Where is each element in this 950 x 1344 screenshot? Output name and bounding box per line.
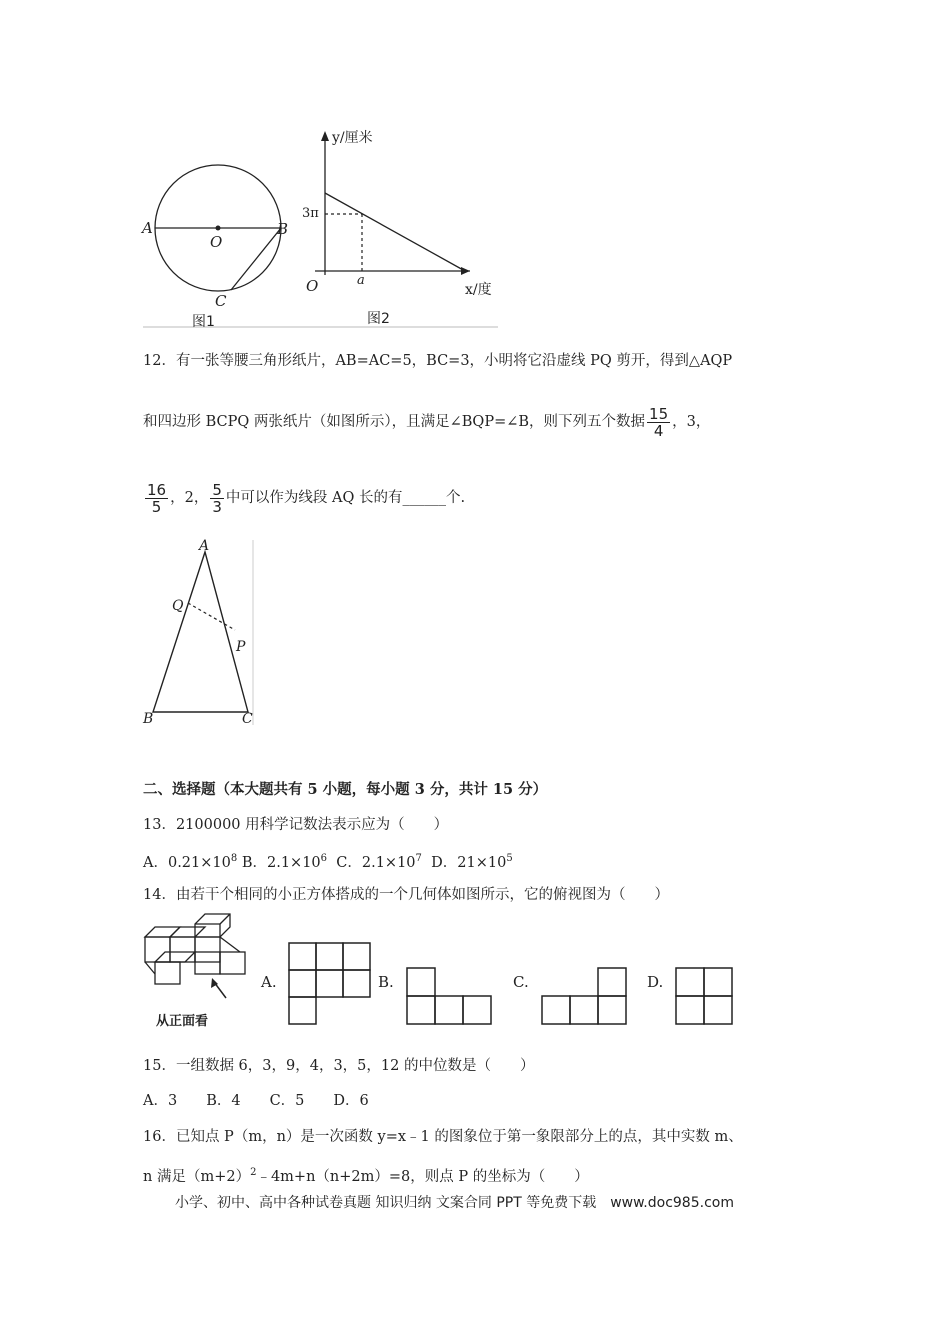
q13-option-d-exp: 5 — [506, 853, 513, 864]
q12-line2-tail: ，3， — [672, 414, 711, 430]
q16-line2-a: n 满足（m+2） — [143, 1168, 251, 1185]
fraction-16-5 — [145, 482, 168, 515]
q16-line2 — [143, 1163, 589, 1187]
figures-1-2 — [140, 125, 505, 335]
triangle-label-p: P — [236, 639, 246, 655]
q15-stem: 15．一组数据 6，3，9，4，3，5，12 的中位数是（ ） — [143, 1058, 535, 1074]
q14-option-a-label: A. — [261, 973, 277, 991]
q12-line2 — [143, 400, 710, 444]
q15-options: A．3 B．4 C．5 D．6 — [143, 1093, 369, 1109]
fig2-caption: 图2 — [367, 311, 390, 327]
fraction-15-4 — [647, 406, 670, 439]
fig2-y-axis-label: y/厘米 — [332, 130, 373, 146]
q14-stem: 14．由若干个相同的小正方体搭成的一个几何体如图所示，它的俯视图为（ ） — [143, 887, 669, 903]
fig2-x-axis-label: x/度 — [465, 282, 492, 298]
q12-line1: 12．有一张等腰三角形纸片，AB=AC=5，BC=3，小明将它沿虚线 PQ 剪开，得到△AQP — [143, 353, 733, 369]
q13-option-a: A．0.21×10 — [143, 854, 231, 871]
fig2-tick-y: 3π — [302, 206, 319, 221]
fig1-label-a: A — [142, 219, 153, 237]
q14-option-c-grid — [540, 966, 628, 1026]
fraction-numerator: 5 — [212, 480, 222, 499]
triangle-figure — [140, 535, 260, 730]
fraction-5-3 — [210, 482, 224, 515]
q12-line3 — [143, 476, 465, 520]
triangle-label-c: C — [242, 711, 253, 727]
q12-line3-tail: 中可以作为线段 AQ 长的有______个. — [225, 490, 466, 506]
triangle-label-a: A — [199, 538, 210, 554]
footer-text: 小学、初中、高中各种试卷真题 知识归纳 文案合同 PPT 等免费下载 www.doc985.com — [175, 1195, 734, 1211]
q13-stem: 13．2100000 用科学记数法表示应为（ ） — [143, 817, 449, 833]
q13-option-b-exp: 6 — [320, 853, 328, 864]
q16-line1: 16．已知点 P（m，n）是一次函数 y=x﹣1 的图象位于第一象限部分上的点，其中实数 m、 — [143, 1129, 743, 1145]
q13-options — [143, 849, 513, 873]
q12-line2-text: 和四边形 BCPQ 两张纸片（如图所示），且满足∠BQP=∠B，则下列五个数据 — [143, 414, 646, 430]
fraction-denominator: 5 — [151, 497, 162, 516]
fig1-label-b: B — [277, 220, 289, 238]
q13-option-c-exp: 7 — [415, 853, 422, 864]
section-heading: 二、选择题（本大题共有 5 小题，每小题 3 分，共计 15 分） — [143, 781, 548, 798]
q12-line3-mid: ，2， — [170, 490, 209, 506]
q14-option-d-label: D. — [647, 973, 664, 991]
fig1-caption: 图1 — [192, 314, 215, 330]
q13-option-c: C．2.1×10 — [336, 854, 416, 871]
fraction-denominator: 4 — [653, 421, 664, 440]
fig2-origin-label: O — [306, 277, 319, 295]
fraction-denominator: 3 — [212, 497, 222, 516]
q13-option-d: D．21×10 — [431, 854, 507, 871]
fig2-tick-x: a — [357, 273, 365, 288]
triangle-label-q: Q — [172, 598, 184, 614]
q14-option-d-grid — [674, 966, 736, 1026]
q14-option-a-grid — [287, 941, 373, 1027]
q13-option-a-exp: 8 — [230, 853, 238, 864]
q14-option-c-label: C. — [513, 973, 529, 991]
q16-line2-sup: 2 — [250, 1167, 257, 1178]
triangle-label-b: B — [143, 711, 154, 727]
q14-option-b-label: B. — [378, 973, 394, 991]
fig1-label-o: O — [210, 233, 223, 251]
q13-option-b: B．2.1×10 — [241, 854, 321, 871]
fraction-numerator: 16 — [147, 480, 167, 499]
fraction-numerator: 15 — [649, 404, 669, 423]
front-view-label: 从正面看 — [156, 1014, 209, 1029]
cube-solid-figure — [140, 912, 250, 1002]
q16-line2-b: ﹣4m+n（n+2m）=8，则点 P 的坐标为（ ） — [256, 1168, 589, 1185]
q14-option-b-grid — [405, 966, 493, 1026]
fig1-label-c: C — [215, 292, 227, 310]
